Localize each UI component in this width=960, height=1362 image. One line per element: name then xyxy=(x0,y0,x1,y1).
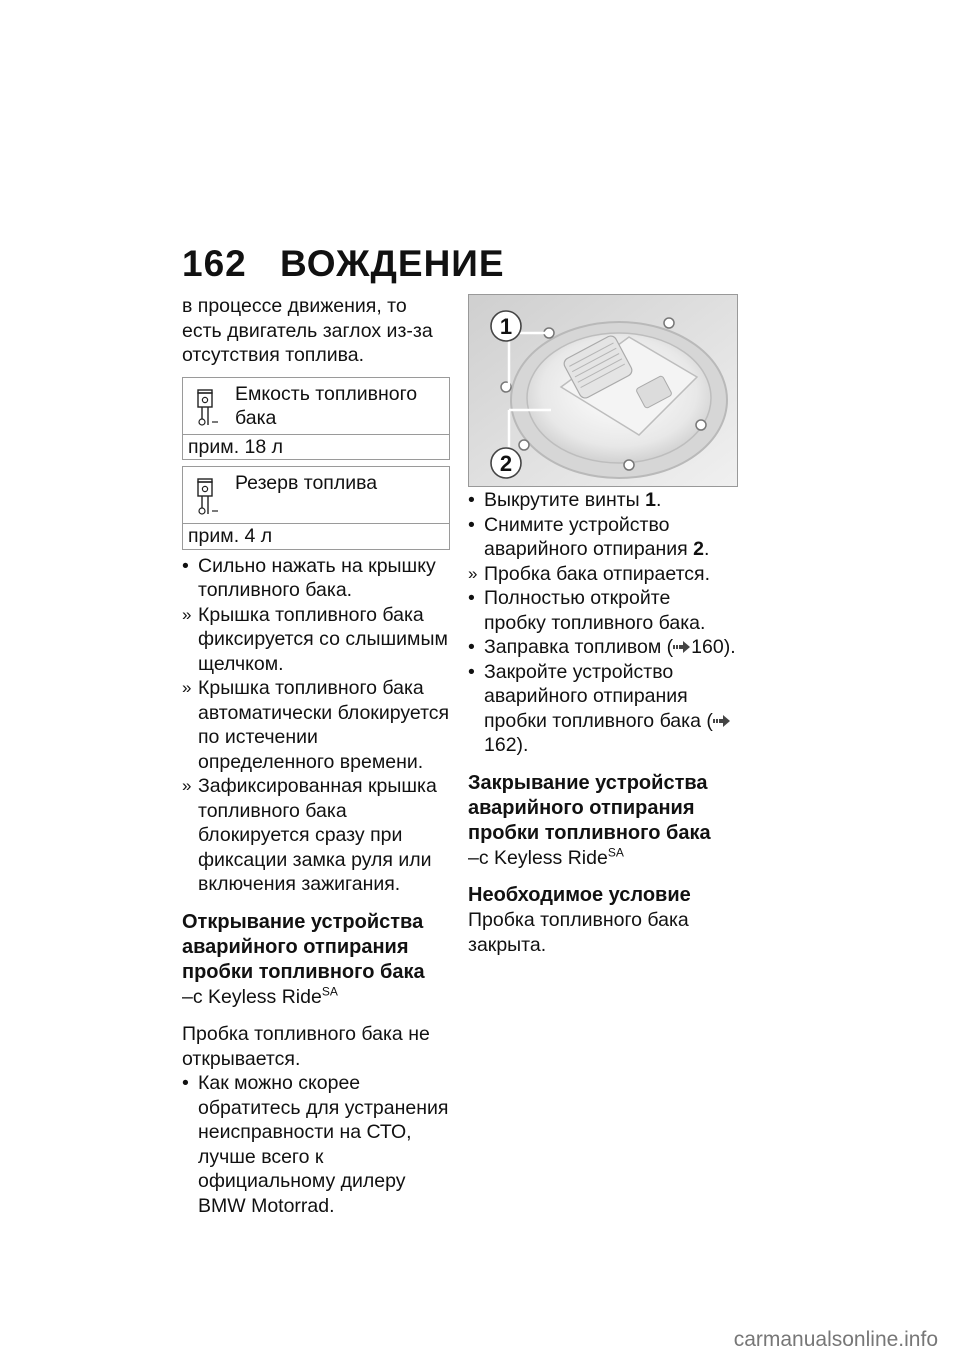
page-link[interactable]: 160 xyxy=(691,636,724,658)
list-item-tail: . xyxy=(655,489,662,511)
list-item-tail: . xyxy=(704,538,710,560)
spec-value: прим. 18 л xyxy=(183,434,450,460)
fuel-cap-drawing xyxy=(469,295,737,486)
list-item-text: Выкрутите винты xyxy=(484,489,646,511)
spec-header xyxy=(183,467,450,524)
bullet-mark: • xyxy=(468,489,475,511)
list-item xyxy=(468,586,736,635)
list-item-text: Сильно нажать на крышку топливного бака. xyxy=(198,554,436,601)
page-header xyxy=(182,243,505,285)
section-heading-close: Закрывание устройства аварийного отпирания пробки топливного бака xyxy=(468,771,711,844)
watermark: carmanualsonline.info xyxy=(733,1328,938,1351)
left-column xyxy=(182,294,450,1218)
list-item xyxy=(468,635,736,660)
right-column xyxy=(468,488,736,957)
bullet-mark: • xyxy=(182,1072,189,1094)
page-link[interactable]: 162 xyxy=(484,734,517,756)
list-item xyxy=(182,603,450,677)
section-heading-open: Открывание устройства аварийного отпирания пробки топливного бака xyxy=(182,910,425,983)
page-number: 162 xyxy=(182,243,247,284)
list-item-text: Зафиксированная крышка топливного бака блокируется сразу при фиксации замка руля или включения зажигания. xyxy=(198,775,437,895)
equipment-note xyxy=(182,985,450,1010)
equipment-sup: SA xyxy=(607,845,624,859)
spec-value: прим. 4 л xyxy=(183,524,450,550)
list-item xyxy=(468,513,736,562)
part-ref: 1 xyxy=(645,489,656,511)
result-mark: » xyxy=(182,604,192,624)
callout-1: 1 xyxy=(499,314,513,339)
callout-2: 2 xyxy=(499,451,513,476)
equipment-text: –с Keyless Ride xyxy=(468,846,608,869)
page-arrow-icon xyxy=(713,714,731,728)
list-item-text: Как можно скорее обратитесь для устранения неисправности на СТО, лучше всего к официальному дилеру BMW Motorrad. xyxy=(198,1072,449,1217)
bullet-mark: • xyxy=(468,513,475,536)
list-item xyxy=(468,562,736,587)
list-item-text: Заправка топливом ( xyxy=(484,636,674,658)
spec-title: Емкость топливного бака xyxy=(235,382,418,429)
list-item xyxy=(182,1071,450,1218)
list-item-tail: ). xyxy=(516,734,529,756)
equipment-sup: SA xyxy=(321,984,338,998)
list-item-text: Крышка топливного бака фиксируется со слышимым щелчком. xyxy=(198,603,448,675)
result-mark: » xyxy=(468,563,478,583)
spec-table-capacity xyxy=(182,377,450,461)
equipment-note xyxy=(468,846,736,871)
list-item-text: Полностью откройте пробку топливного бака. xyxy=(484,587,706,634)
list-item xyxy=(182,774,450,897)
list-item-tail: ). xyxy=(723,636,736,658)
list-item-text: Снимите устройство аварийного отпирания xyxy=(484,513,694,560)
list-item-text: Крышка топливного бака автоматически блокируется по истечении определенного времени. xyxy=(198,677,450,773)
list-item-text: Пробка бака отпирается. xyxy=(484,562,711,585)
list-item xyxy=(182,554,450,603)
spec-table-reserve xyxy=(182,466,450,550)
problem-text: Пробка топливного бака не открывается. xyxy=(182,1023,430,1070)
bullet-mark: • xyxy=(182,554,189,577)
spec-header xyxy=(183,377,450,434)
list-item xyxy=(182,676,450,774)
intro-text: в процессе движения, то есть двигатель заглох из-за отсутствия топлива. xyxy=(182,295,433,366)
section-heading-requirement: Необходимое условие xyxy=(468,884,691,906)
list-item-text: Закройте устройство аварийного отпирания пробки топливного бака ( xyxy=(484,660,713,732)
section-title: ВОЖДЕНИЕ xyxy=(280,243,505,284)
page-arrow-icon xyxy=(673,640,691,654)
bullet-mark: • xyxy=(468,587,475,609)
fuel-cap-illustration xyxy=(468,294,738,487)
requirement-text: Пробка топливного бака закрыта. xyxy=(468,909,689,956)
list-item xyxy=(468,488,736,513)
fuel-pump-icon xyxy=(196,478,220,516)
part-ref: 2 xyxy=(693,538,705,560)
result-mark: » xyxy=(182,678,192,697)
equipment-text: –с Keyless Ride xyxy=(182,985,322,1008)
bullet-mark: • xyxy=(468,660,475,683)
spec-title: Резерв топлива xyxy=(235,472,378,494)
list-item xyxy=(468,660,736,758)
bullet-mark: • xyxy=(468,636,475,658)
fuel-pump-icon xyxy=(196,389,220,427)
result-mark: » xyxy=(182,776,192,795)
